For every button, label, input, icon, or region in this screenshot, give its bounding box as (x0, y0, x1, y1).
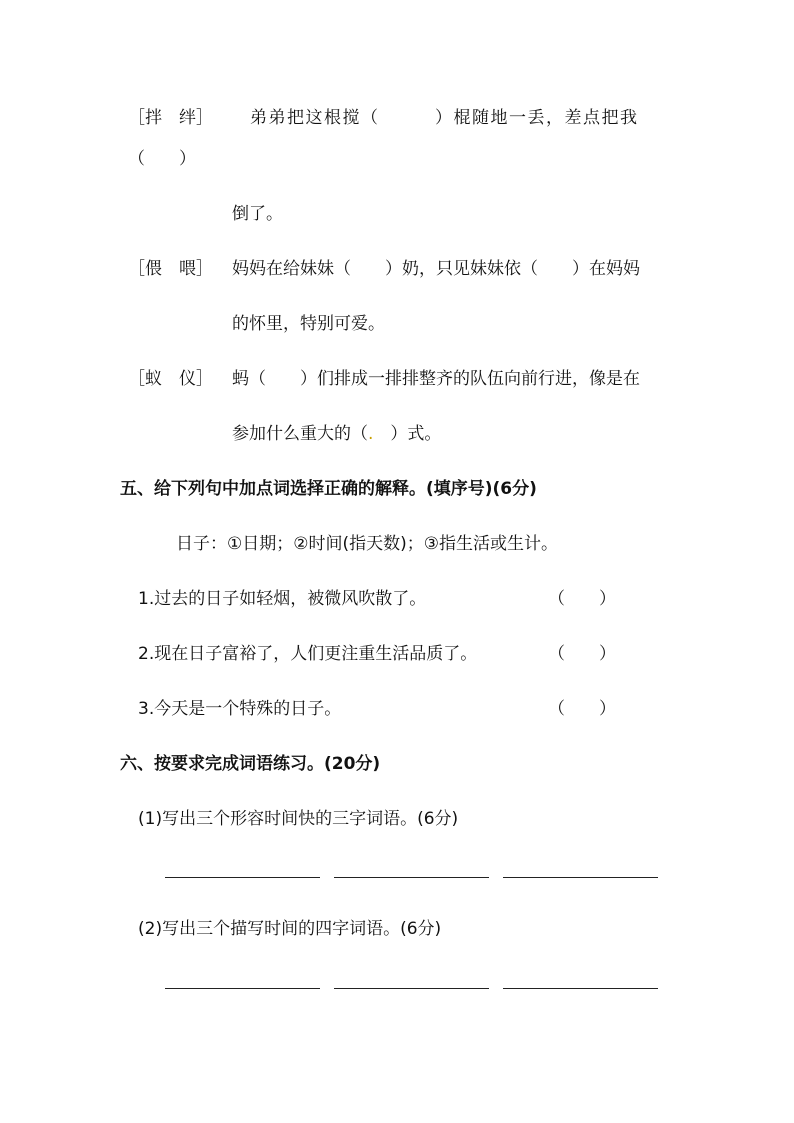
section5-item-3: 3.今天是一个特殊的日子。 (138, 699, 342, 719)
group2-sentence-line1: 妈妈在给妹妹（ ）奶，只见妹妹依（ ）在妈妈 (232, 259, 640, 279)
answer-line-1-3[interactable] (503, 877, 658, 878)
group1-sentence-line1: 弟弟把这根搅（ ）棍随地一丢，差点把我 (250, 108, 639, 128)
section6-question-1: (1)写出三个形容时间快的三字词语。(6分) (138, 809, 459, 829)
answer-line-1-2[interactable] (334, 877, 489, 878)
group1-sentence-line2: （ ） (128, 149, 196, 169)
answer-line-2-1[interactable] (165, 988, 320, 989)
answer-line-2-2[interactable] (334, 988, 489, 989)
section5-answer-blank-1[interactable]: （ ） (548, 589, 616, 609)
emphasis-dot: . (368, 424, 374, 444)
group2-sentence-line2: 的怀里，特别可爱。 (232, 314, 385, 334)
word-pair-label-yi: ［蚁 仪］ (128, 369, 213, 389)
section6-title: 六、按要求完成词语练习。(20分) (120, 754, 381, 774)
group3-line2-post: ）式。 (373, 424, 442, 444)
group3-sentence-line1: 蚂（ ）们排成一排排整齐的队伍向前行进，像是在 (232, 369, 640, 389)
answer-line-2-3[interactable] (503, 988, 658, 989)
group3-line2-pre: 参加什么重大的（ (232, 424, 368, 444)
section5-definition: 日子：①日期；②时间(指天数)；③指生活或生计。 (176, 534, 558, 554)
section6-question-2: (2)写出三个描写时间的四字词语。(6分) (138, 919, 442, 939)
section5-answer-blank-3[interactable]: （ ） (548, 699, 616, 719)
group3-sentence-line2 (232, 423, 441, 445)
section5-item-1: 1.过去的日子如轻烟，被微风吹散了。 (138, 589, 427, 609)
word-pair-label-wei: ［偎 喂］ (128, 259, 213, 279)
group1-sentence-line3: 倒了。 (232, 204, 283, 224)
section5-answer-blank-2[interactable]: （ ） (548, 644, 616, 664)
section5-title: 五、给下列句中加点词选择正确的解释。(填序号)(6分) (120, 479, 537, 499)
word-pair-label-ban: ［拌 绊］ (128, 108, 213, 128)
section5-item-2: 2.现在日子富裕了，人们更注重生活品质了。 (138, 644, 478, 664)
answer-line-1-1[interactable] (165, 877, 320, 878)
